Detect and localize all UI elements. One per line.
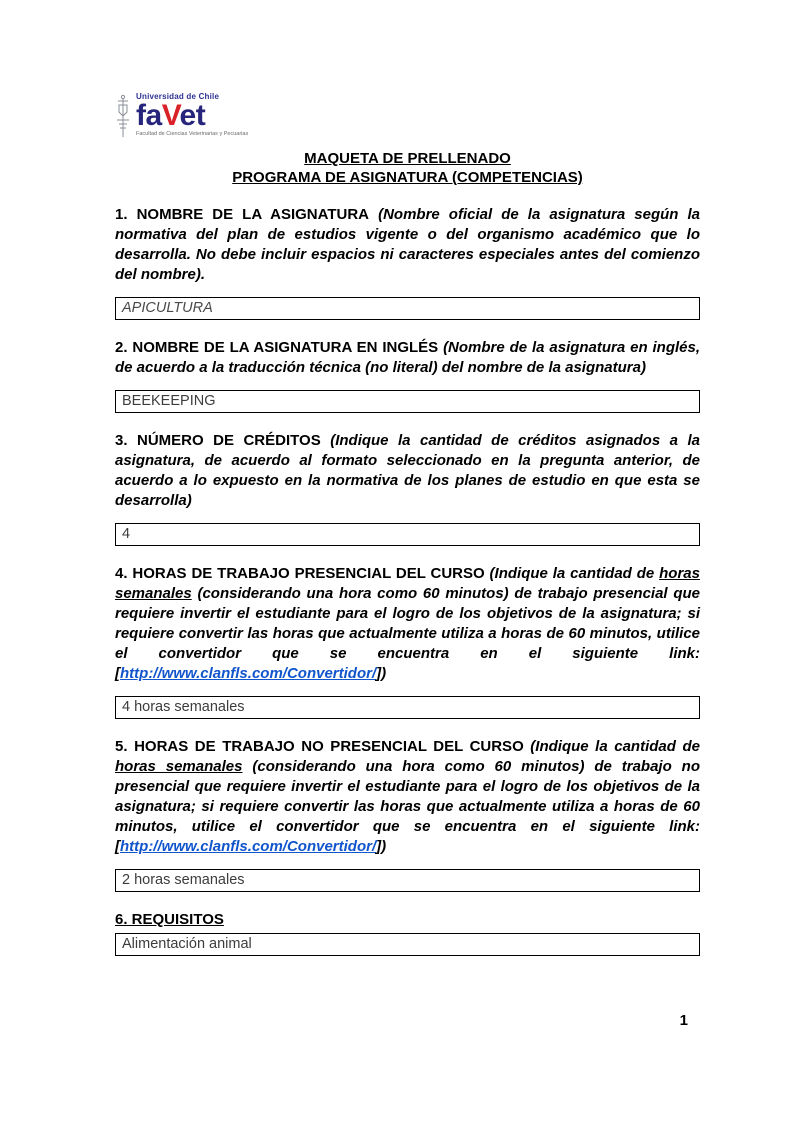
section-1-heading-paragraph [115,205,700,285]
answer-nombre-ingles: BEEKEEPING [122,393,216,409]
section-6-title: 6. REQUISITOS [115,911,224,928]
section-5-description-mid: (considerando una hora como 60 minutos) de trabajo no presencial que requiere invertir el estudiante para el logro de los objetivos de la asignatura; si requiere convertir las horas que actualmente utiliza a horas de 60 minutos, utilice el convertidor que se encuentra en el siguiente link: [115,758,700,835]
document-content [115,0,700,956]
section-5-description-underlined: horas semanales [115,758,243,775]
answer-horas-presencial: 4 horas semanales [122,699,245,715]
answer-box-nombre-ingles [115,390,700,413]
answer-requisitos: Alimentación animal [122,936,252,952]
section-4-description-underlined: horas semanales [115,565,700,602]
section-5-description-pre: (Indique la cantidad de [530,738,700,755]
section-5-title: 5. HORAS DE TRABAJO NO PRESENCIAL DEL CURSO [115,738,524,755]
section-1-description: (Nombre oficial de la asignatura según la normativa del plan de estudios vigente o del organismo académico que lo desarrolla. No debe incluir espacios ni caracteres especiales antes del comienzo del nombre). [115,206,700,283]
section-5-bracket-close: ]) [376,838,387,855]
section-4-bracket-close: ]) [376,665,387,682]
logo-faculty-name: Facultad de Ciencias Veterinarias y Pecuarias [136,131,249,137]
logo-wordmark [136,101,248,131]
convertidor-link[interactable]: http://www.clanfls.com/Convertidor/ [120,665,377,682]
section-3-description: (Indique la cantidad de créditos asignados a la asignatura, de acuerdo al formato seleccionado en la pregunta anterior, de acuerdo a lo expuesto en la normativa de los planes de estudio en que esta se desarrolla) [115,432,701,509]
logo-text-block [136,92,248,137]
answer-box-nombre-asignatura [115,297,700,320]
section-3-title: 3. NÚMERO DE CRÉDITOS [115,432,321,449]
section-nombre-asignatura [115,205,700,320]
section-4-heading-paragraph [115,564,700,684]
page-number: 1 [679,1012,688,1029]
section-horas-presencial [115,564,700,719]
section-2-title: 2. NOMBRE DE LA ASIGNATURA EN INGLÉS [115,339,439,356]
answer-nombre-asignatura: APICULTURA [122,300,213,316]
section-nombre-ingles [115,338,700,413]
section-3-heading-paragraph [115,431,700,511]
convertidor-link-2[interactable]: http://www.clanfls.com/Convertidor/ [120,838,377,855]
answer-box-numero-creditos [115,523,700,546]
section-2-description: (Nombre de la asignatura en inglés, de acuerdo a la traducción técnica (no literal) del nombre de la asignatura) [115,339,701,376]
favet-logo [115,0,700,143]
section-5-bracket-open: [ [115,838,120,855]
document-title [115,149,700,187]
section-4-description-pre: (Indique la cantidad de [489,565,655,582]
section-4-title: 4. HORAS DE TRABAJO PRESENCIAL DEL CURSO [115,565,485,582]
section-1-title: 1. NOMBRE DE LA ASIGNATURA [115,206,370,223]
section-5-heading-paragraph [115,737,700,857]
logo-university-name: Universidad de Chile [136,92,220,101]
section-4-description-mid: (considerando una hora como 60 minutos) de trabajo presencial que requiere invertir el estudiante para el logro de los objetivos de la asignatura; si requiere convertir las horas que actualmente utiliza a horas de 60 minutos, utilice el convertidor que se encuentra en el siguiente link: [115,585,700,662]
answer-box-requisitos [115,933,700,956]
document-title-line1: MAQUETA DE PRELLENADO [304,150,511,167]
logo-wordmark-et: et [179,99,206,132]
logo-wordmark-fa: fa [136,99,162,132]
section-horas-no-presencial [115,737,700,892]
universidad-de-chile-emblem-icon [115,92,131,143]
document-title-line2: PROGRAMA DE ASIGNATURA (COMPETENCIAS) [232,169,583,186]
section-4-bracket-open: [ [115,665,120,682]
logo-wordmark-v: V [161,99,180,132]
section-numero-creditos [115,431,700,546]
answer-box-horas-presencial [115,696,700,719]
answer-numero-creditos: 4 [122,526,131,542]
section-2-heading-paragraph [115,338,700,378]
section-requisitos [115,910,700,956]
answer-box-horas-no-presencial [115,869,700,892]
answer-horas-no-presencial: 2 horas semanales [122,872,245,888]
section-6-heading-paragraph [115,910,700,930]
